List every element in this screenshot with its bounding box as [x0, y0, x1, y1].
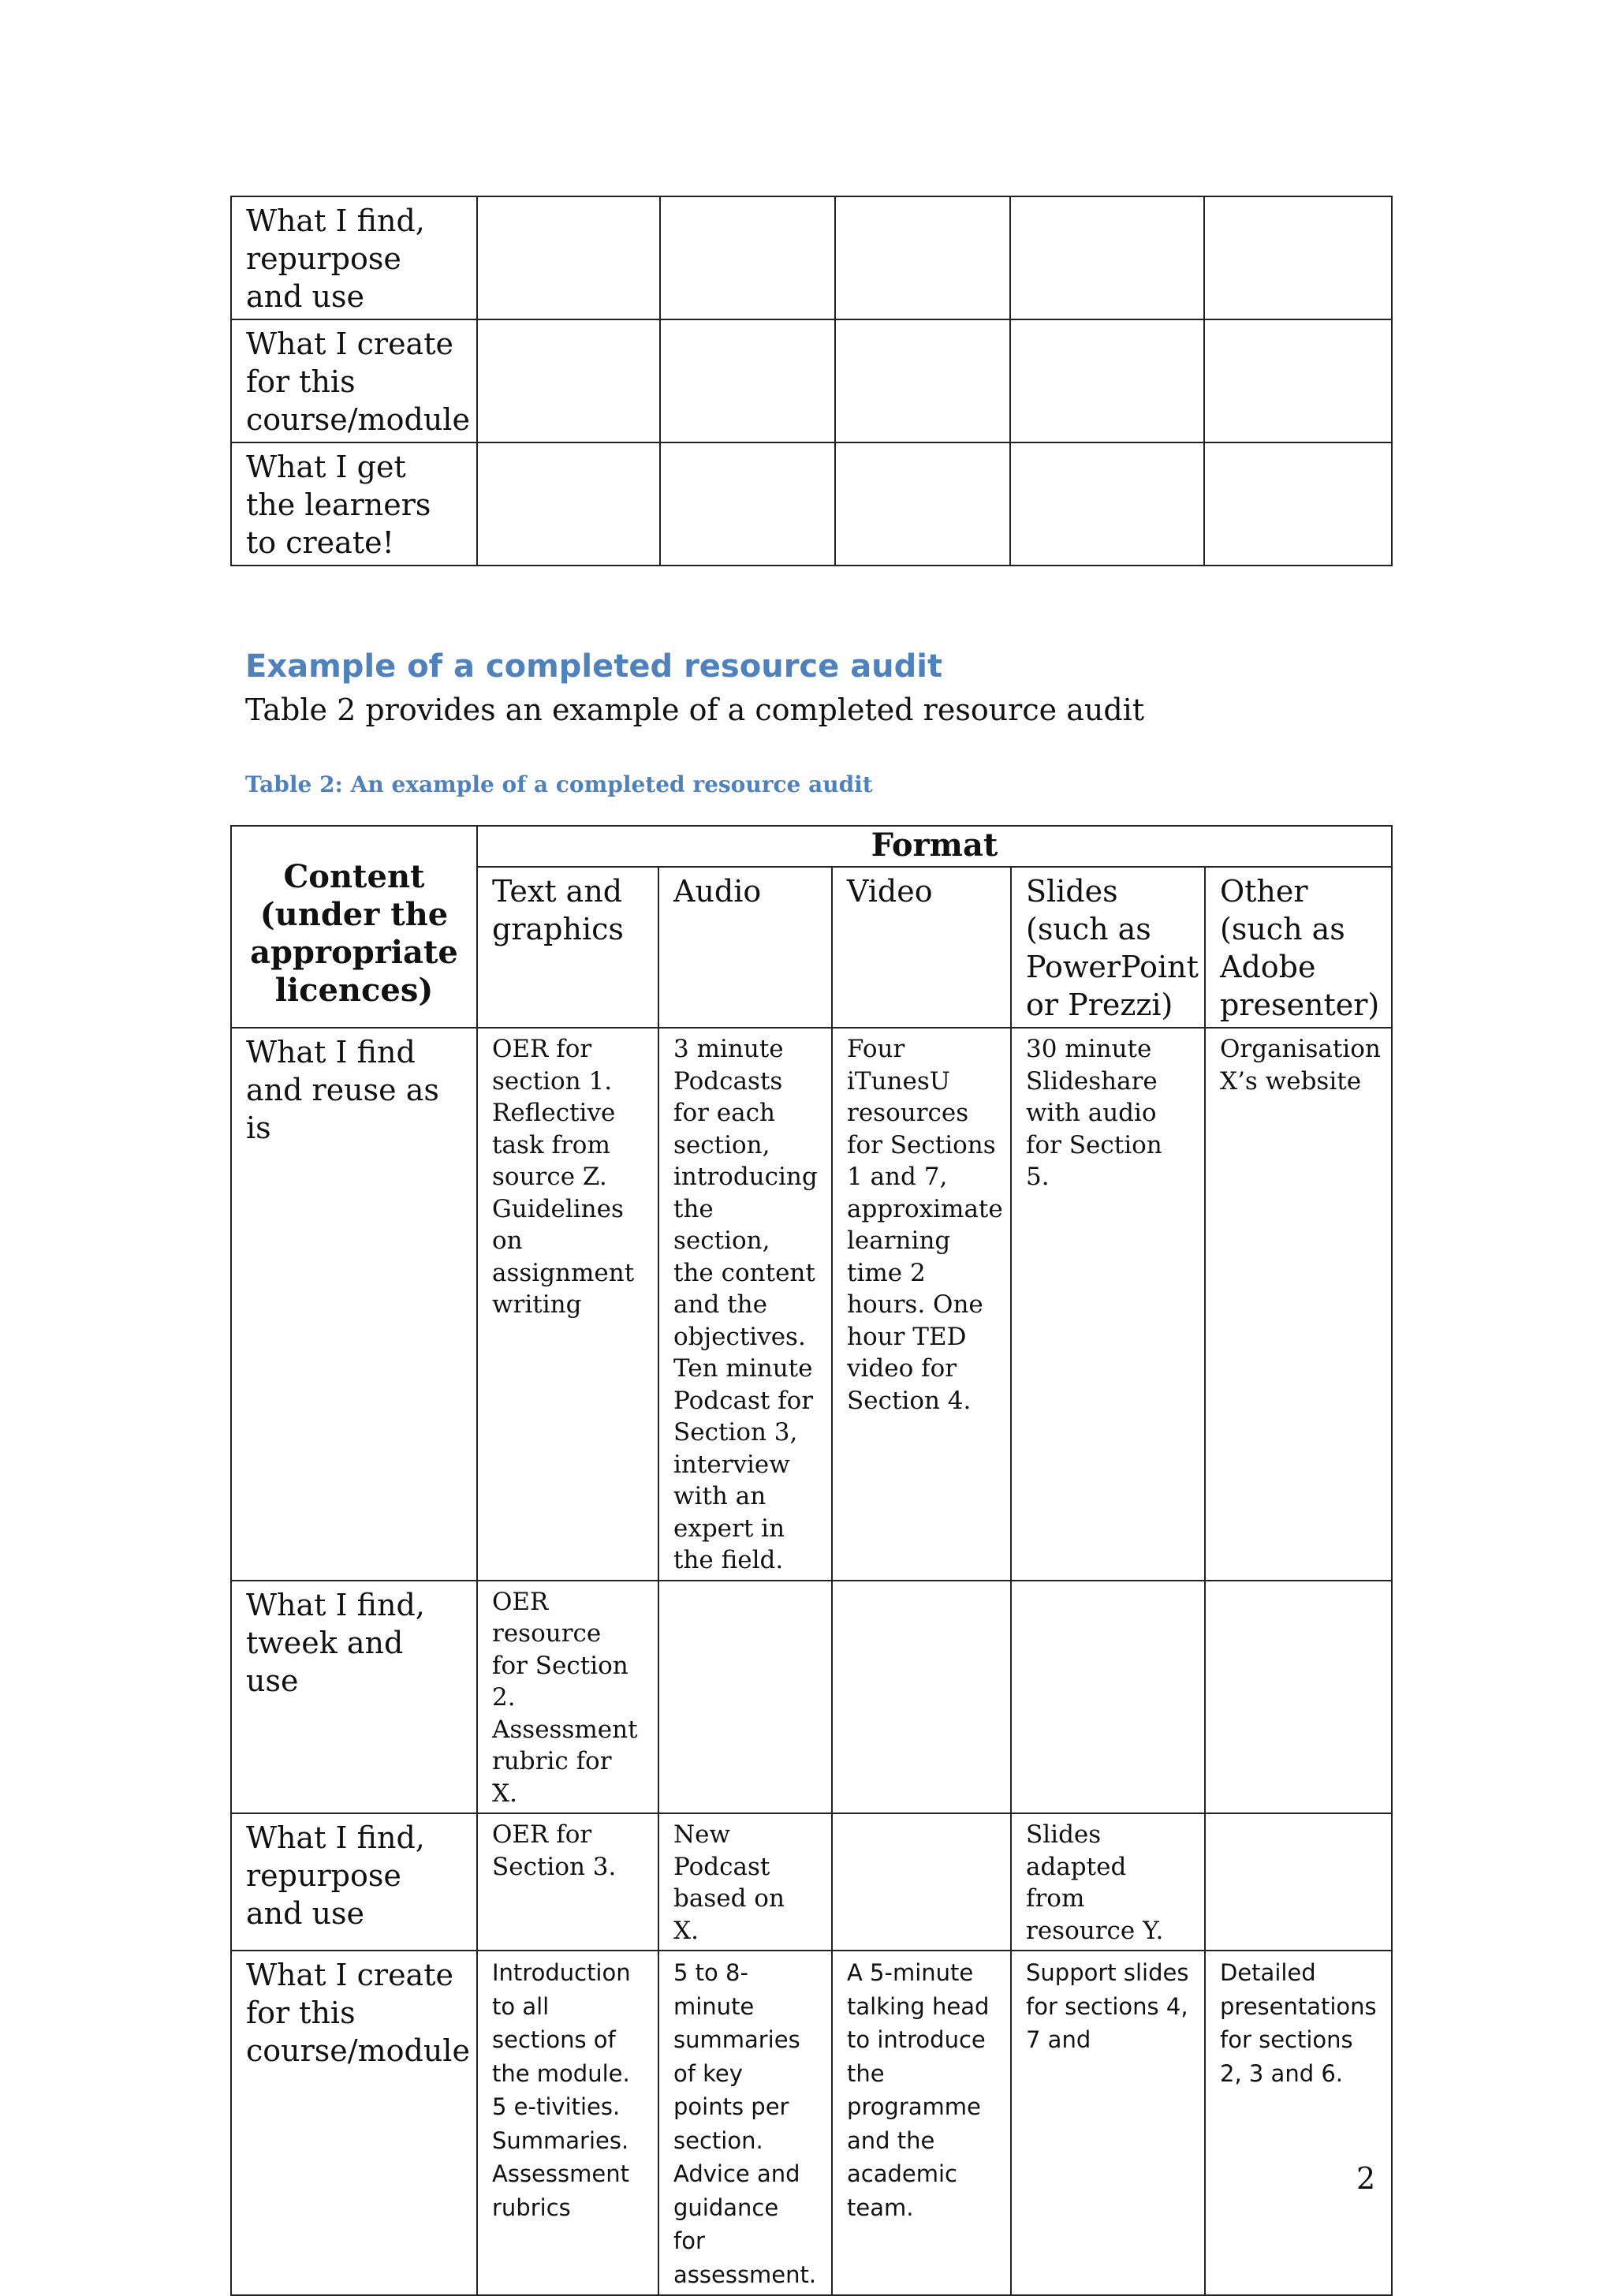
table-cell	[1205, 1813, 1392, 1951]
empty-cell	[660, 319, 835, 442]
table-row	[231, 196, 1392, 319]
empty-cell	[835, 196, 1010, 319]
table-row	[231, 1813, 1392, 1951]
table-row	[231, 1951, 1392, 2295]
table-cell	[832, 1813, 1011, 1951]
empty-cell	[1204, 196, 1392, 319]
column-header-other: Other (such as Adobe presenter)	[1205, 867, 1392, 1028]
section-heading: Example of a completed resource audit	[245, 648, 943, 685]
row-label: What I find, repurpose and use	[231, 1813, 477, 1951]
empty-cell	[477, 196, 660, 319]
empty-cell	[835, 319, 1010, 442]
table-row	[231, 319, 1392, 442]
header-row	[231, 826, 1392, 867]
empty-cell	[1204, 442, 1392, 566]
table-cell	[658, 1581, 832, 1814]
table-cell: 3 minute Podcasts for each section, introducing the section, the content and the objectives. Ten minute Podcast for Section 3, interview with an expert in the field.	[658, 1028, 832, 1581]
empty-cell	[1204, 319, 1392, 442]
table-cell: OER resource for Section 2. Assessment rubric for X.	[477, 1581, 658, 1814]
completed-resource-audit-table	[230, 825, 1393, 2296]
empty-cell	[660, 442, 835, 566]
resource-audit-template-table	[230, 196, 1393, 566]
row-label: What I get the learners to create!	[231, 442, 477, 566]
table-cell: Detailed presentations for sections 2, 3 and 6.	[1205, 1951, 1392, 2295]
table-cell: Slides adapted from resource Y.	[1011, 1813, 1205, 1951]
table-cell: OER for section 1. Reflective task from source Z. Guidelines on assignment writing	[477, 1028, 658, 1581]
table-cell: Organisation X’s website	[1205, 1028, 1392, 1581]
table-cell: Support slides for sections 4, 7 and	[1011, 1951, 1205, 2295]
row-label: What I find, repurpose and use	[231, 196, 477, 319]
table-cell: Introduction to all sections of the module. 5 e-tivities. Summaries. Assessment rubrics	[477, 1951, 658, 2295]
table-cell: 30 minute Slideshare with audio for Section 5.	[1011, 1028, 1205, 1581]
table-cell: Four iTunesU resources for Sections 1 and 7, approximate learning time 2 hours. One hour TED video for Section 4.	[832, 1028, 1011, 1581]
table-cell: A 5-minute talking head to introduce the programme and the academic team.	[832, 1951, 1011, 2295]
table-row	[231, 1581, 1392, 1814]
table-cell	[832, 1581, 1011, 1814]
table-cell: OER for Section 3.	[477, 1813, 658, 1951]
intro-paragraph: Table 2 provides an example of a completed resource audit	[245, 693, 1145, 727]
content-header: Content (under the appropriate licences)	[231, 826, 477, 1028]
page-number: 2	[1356, 2161, 1376, 2196]
empty-cell	[1010, 196, 1204, 319]
table-cell	[1011, 1581, 1205, 1814]
column-header-text-graphics: Text and graphics	[477, 867, 658, 1028]
row-label: What I find, tweek and use	[231, 1581, 477, 1814]
table-cell	[1205, 1581, 1392, 1814]
row-label: What I create for this course/module	[231, 319, 477, 442]
format-header: Format	[477, 826, 1392, 867]
table-cell: 5 to 8-minute summaries of key points per section. Advice and guidance for assessment.	[658, 1951, 832, 2295]
column-header-audio: Audio	[658, 867, 832, 1028]
empty-cell	[477, 442, 660, 566]
table-caption: Table 2: An example of a completed resource audit	[245, 771, 873, 797]
empty-cell	[477, 319, 660, 442]
empty-cell	[835, 442, 1010, 566]
empty-cell	[1010, 442, 1204, 566]
empty-cell	[1010, 319, 1204, 442]
table-row	[231, 1028, 1392, 1581]
column-header-slides: Slides (such as PowerPoint or Prezzi)	[1011, 867, 1205, 1028]
row-label: What I create for this course/module	[231, 1951, 477, 2295]
table-row	[231, 442, 1392, 566]
table-cell: New Podcast based on X.	[658, 1813, 832, 1951]
row-label: What I find and reuse as is	[231, 1028, 477, 1581]
column-header-video: Video	[832, 867, 1011, 1028]
empty-cell	[660, 196, 835, 319]
